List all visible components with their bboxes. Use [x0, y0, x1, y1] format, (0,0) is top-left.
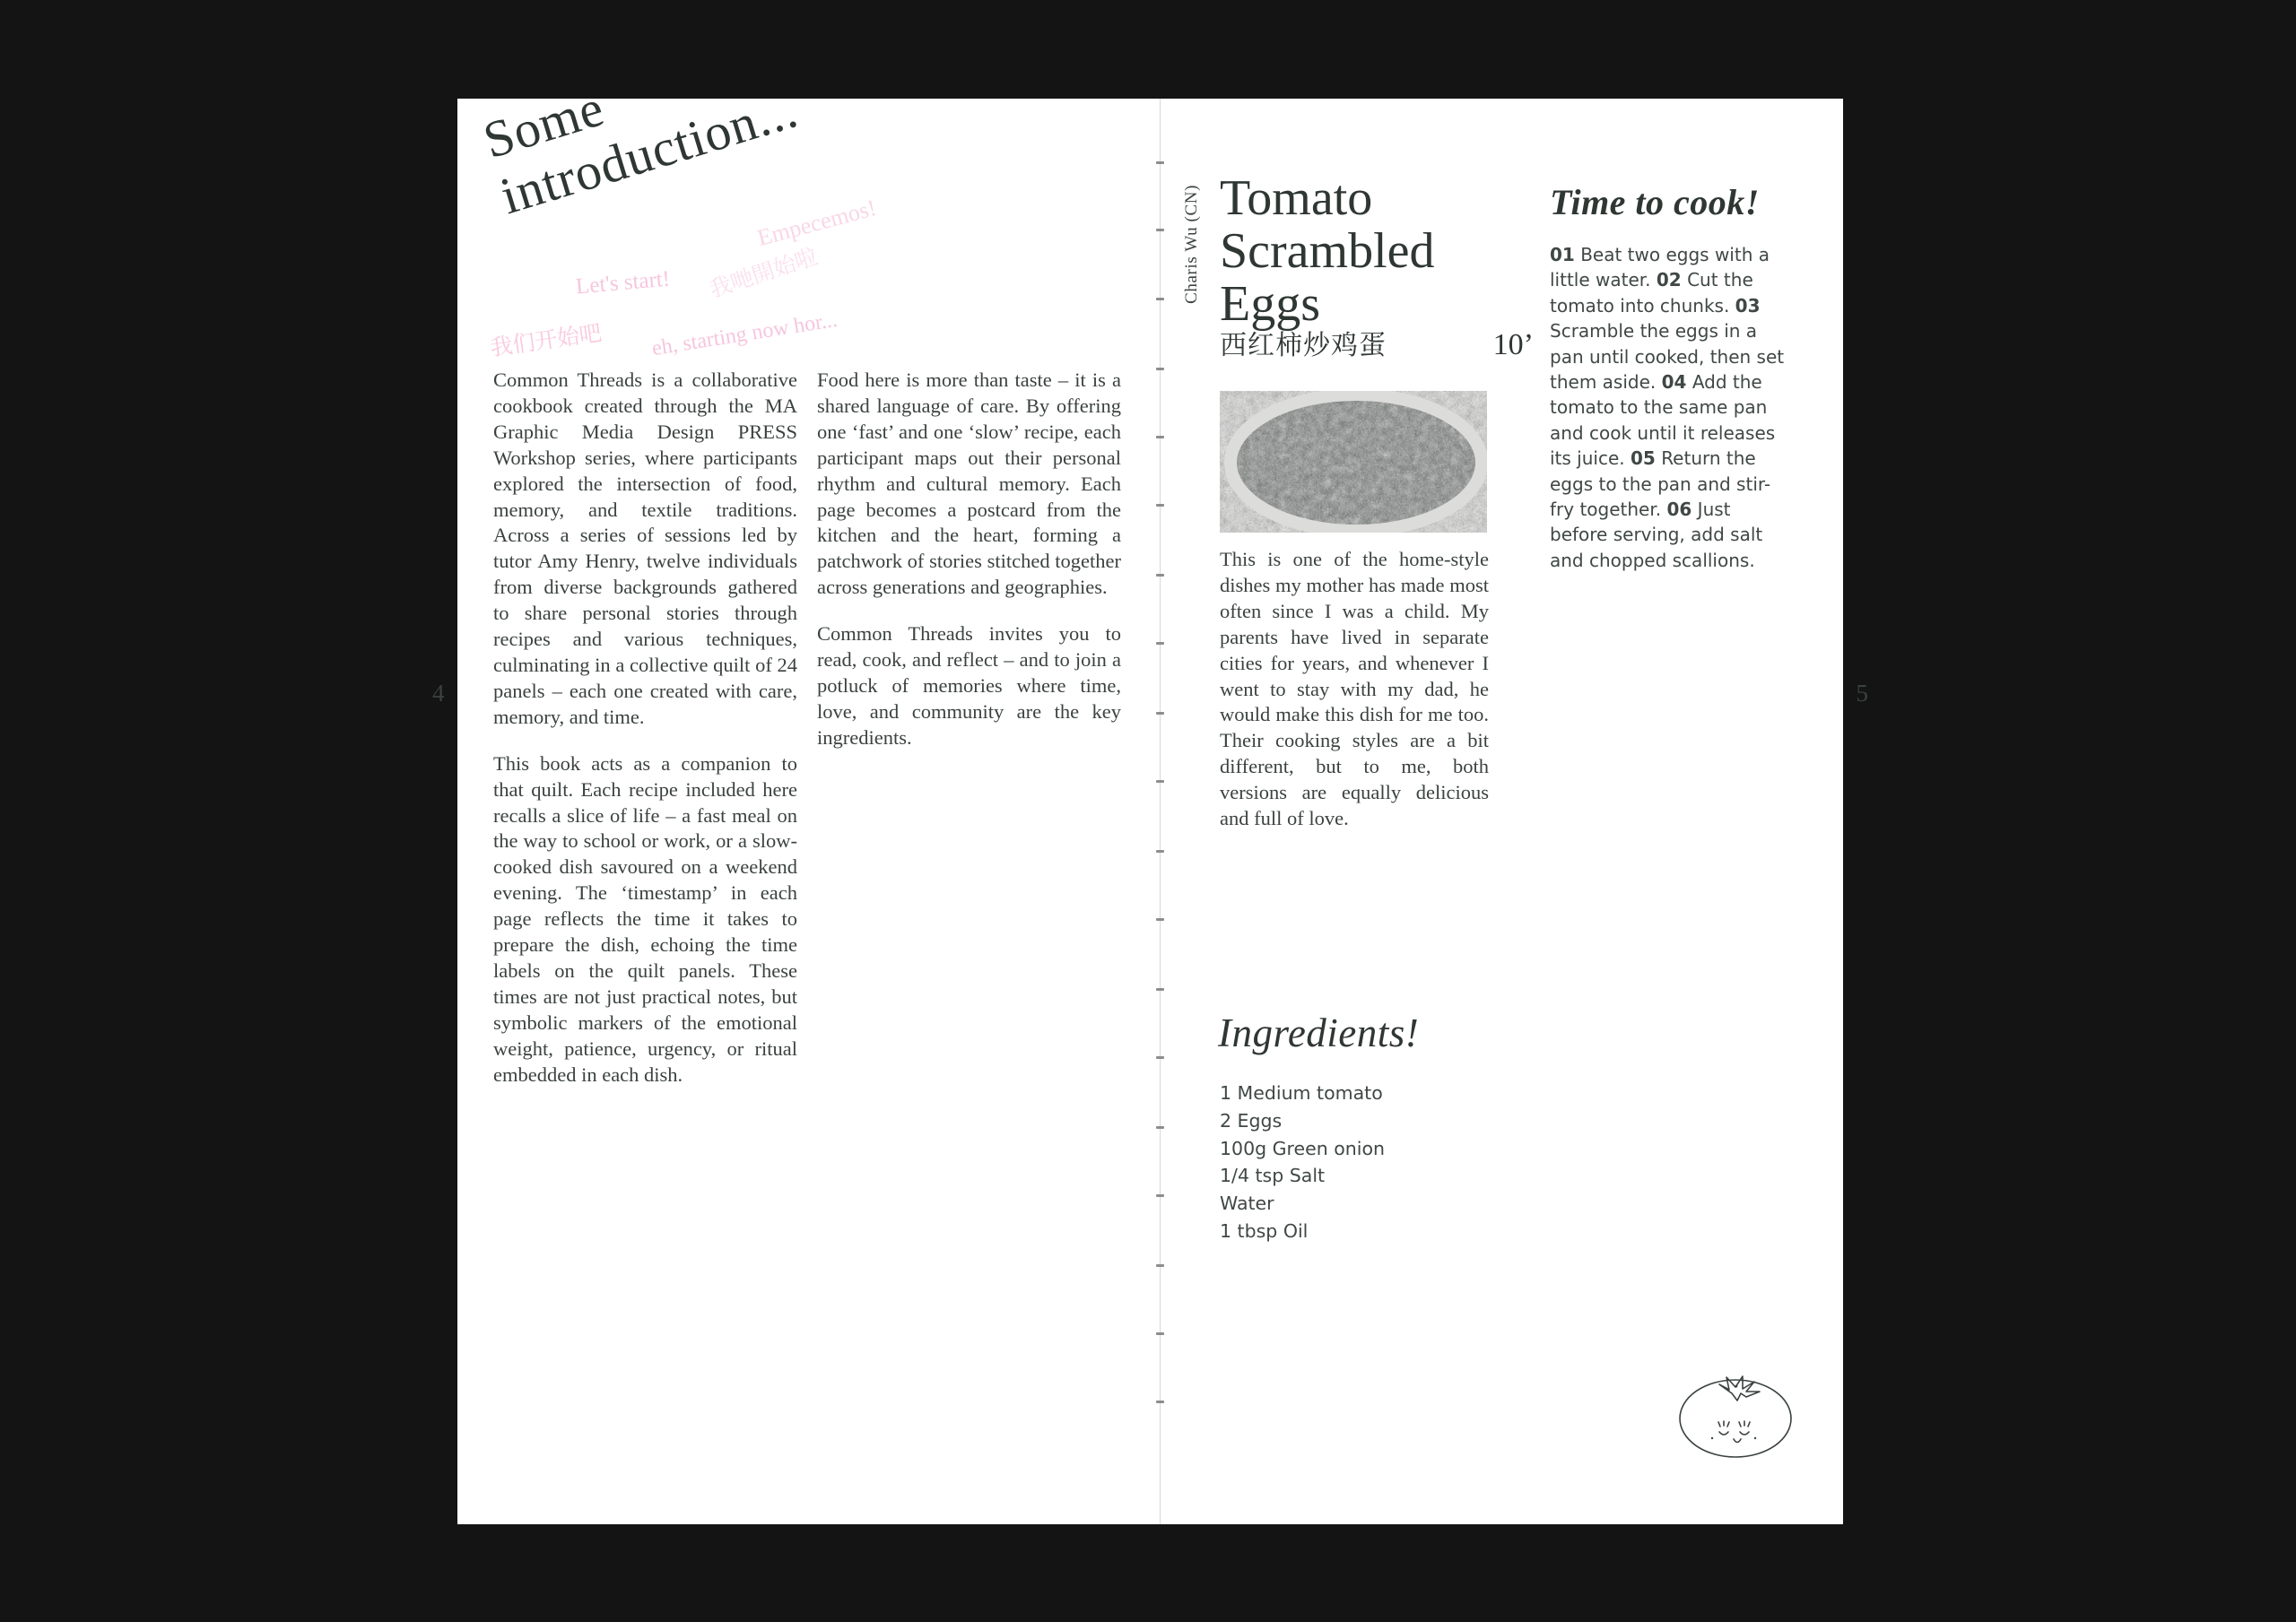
- page-number-right: 5: [1856, 680, 1868, 707]
- left-page: [432, 78, 1166, 1524]
- page-number-left: 4: [432, 680, 445, 707]
- recipe-byline: Charis Wu (CN): [1182, 185, 1201, 304]
- book-spread: [432, 78, 1868, 1524]
- step-text: Just before serving, add salt and chopped scallions.: [1550, 498, 1763, 571]
- recipe-story: This is one of the home-style dishes my mother has made most often since I was a child. My parents have lived in separate cities for years, and whenever I went to stay with my dad, he would make this dish for me too. Their cooking styles are a bit different, but to me, both versions are equally delicious and full of love.: [1220, 548, 1489, 830]
- step-number: 01: [1550, 244, 1575, 265]
- scribble-singlish: eh, starting now hor...: [650, 308, 839, 361]
- ingredient-item: 2 Eggs: [1220, 1109, 1283, 1132]
- scribble-mandarin: 我们开始吧: [488, 319, 604, 361]
- step-text: Scramble the eggs in a pan until cooked, then set them aside.: [1550, 320, 1785, 393]
- ingredients-list: [1220, 1080, 1507, 1245]
- intro-paragraph: This book acts as a companion to that quilt. Each recipe included here recalls a slice of life – a fast meal on the way to school or work, or a slow-cooked dish savoured on a weekend evening. The ‘timestamp’ in each page reflects the time it takes to prepare the dish, echoing the time labels on the quilt panels. These times are not just practical notes, but symbolic markers of the emotional weight, patience, urgency, or ritual embedded in each dish.: [493, 751, 797, 1086]
- dish-photo: [1220, 391, 1487, 533]
- page-title: Some introduction...: [476, 78, 804, 226]
- step-text: Beat two eggs with a little water.: [1550, 244, 1770, 291]
- step-number: 05: [1630, 447, 1656, 470]
- scribble-empecemos: Empecemos!: [754, 194, 880, 252]
- cook-heading: Time to cook!: [1550, 182, 1760, 222]
- cook-steps: [1550, 242, 1794, 573]
- scribble-cantonese: 我哋開始啦: [706, 243, 821, 303]
- ingredient-item: 100g Green onion: [1220, 1137, 1386, 1159]
- step-number: 06: [1666, 498, 1692, 520]
- tomato-doodle-icon: [1664, 1357, 1807, 1465]
- step-text: Add the tomato to the same pan and cook until it releases its juice.: [1550, 370, 1776, 470]
- step-number: 02: [1656, 269, 1682, 291]
- recipe-timestamp: 10’: [1492, 328, 1534, 361]
- ingredient-item: 1 tbsp Oil: [1220, 1219, 1309, 1242]
- recipe-title: Tomato Scrambled Eggs: [1220, 170, 1435, 332]
- intro-paragraph: Common Threads is a collaborative cookbook created through the MA Graphic Media Design PRESS Workshop series, where participants explored the intersection of food, memory, and textile traditions. Across a series of sessions led by tutor Amy Henry, twelve individuals from diverse backgrounds gathered to share personal stories through recipes and various techniques, culminating in a collective quilt of 24 panels – each one created with care, memory, and time.: [493, 369, 797, 728]
- ingredient-item: Water: [1220, 1193, 1274, 1214]
- intro-paragraph: Common Threads invites you to read, cook, and reflect – and to join a potluck of memories where time, love, and community are the key ingredients.: [817, 622, 1121, 749]
- recipe-title-chinese: 西红柿炒鸡蛋: [1220, 330, 1387, 361]
- intro-column-two: [817, 368, 1121, 1088]
- intro-paragraph: Food here is more than taste – it is a shared language of care. By offering one ‘fast’ and one ‘slow’ recipe, each participant maps out their personal rhythm and cultural memory. Each page becomes a postcard from the kitchen and the heart, forming a patchwork of stories stitched together across generations and geographies.: [817, 369, 1121, 599]
- scribble-lets-start: Let's start!: [574, 266, 672, 299]
- intro-columns: [493, 368, 1121, 1088]
- right-page: [1166, 99, 1868, 1524]
- step-number: 04: [1661, 370, 1687, 393]
- recipe-subtitle-row: [1220, 323, 1534, 362]
- ingredients-heading: Ingredients!: [1218, 1010, 1420, 1055]
- step-number: 03: [1735, 294, 1761, 317]
- ingredient-item: 1/4 tsp Salt: [1220, 1165, 1326, 1187]
- intro-column-one: [493, 368, 797, 1088]
- ingredient-item: 1 Medium tomato: [1220, 1082, 1383, 1104]
- step-text: Return the eggs to the pan and stir-fry together.: [1550, 447, 1771, 520]
- step-text: Cut the tomato into chunks.: [1550, 269, 1753, 317]
